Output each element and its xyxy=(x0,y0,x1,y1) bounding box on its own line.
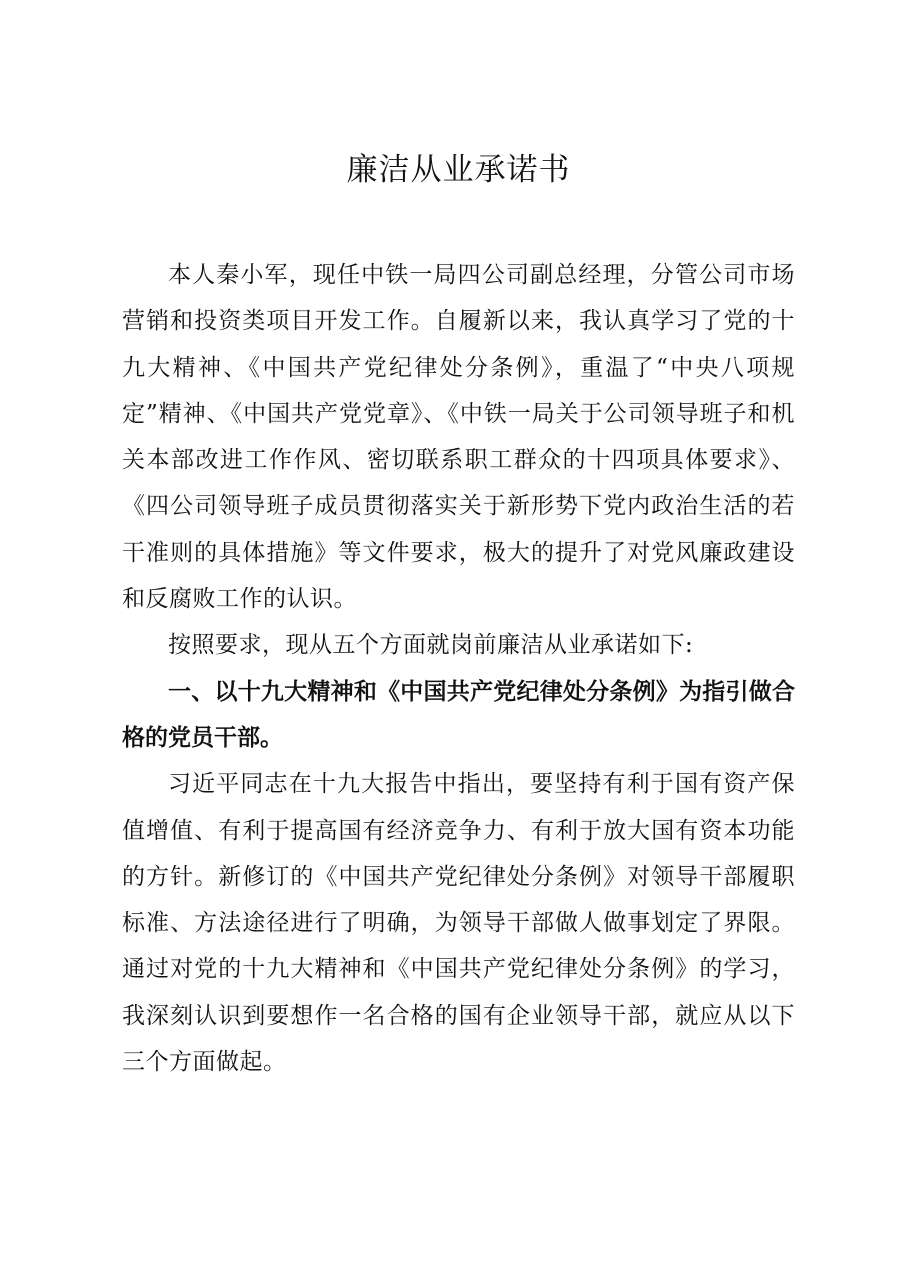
section-1-body: 习近平同志在十九大报告中指出，要坚持有利于国有资产保值增值、有利于提高国有经济竞争力、有利于放大国有资本功能的方针。新修订的《中国共产党纪律处分条例》对领导干部履职标准、方法途径进行了明确，为领导干部做人做事划定了界限。通过对党的十九大精神和《中国共产党纪律处分条例》的学习，我深刻认识到要想作一名合格的国有企业领导干部，就应从以下三个方面做起。 xyxy=(122,771,795,1076)
intro-paragraph: 本人秦小军，现任中铁一局四公司副总经理，分管公司市场营销和投资类项目开发工作。自履新以来，我认真学习了党的十九大精神、《中国共产党纪律处分条例》，重温了“中央八项规定”精神、《中国共产党党章》、《中铁一局关于公司领导班子和机关本部改进工作作风、密切联系职工群众的十四项具体要求》、《四公司领导班子成员贯彻落实关于新形势下党内政治生活的若干准则的具体措施》等文件要求，极大的提升了对党风廉政建设和反腐败工作的认识。 xyxy=(122,262,795,613)
document-title: 廉洁从业承诺书 xyxy=(346,152,571,188)
section-heading-1: 一、以十九大精神和《中国共产党纪律处分条例》为指引做合格的党员干部。 xyxy=(122,678,795,751)
commitment-intro-paragraph: 按照要求，现从五个方面就岗前廉洁从业承诺如下: xyxy=(168,632,694,659)
